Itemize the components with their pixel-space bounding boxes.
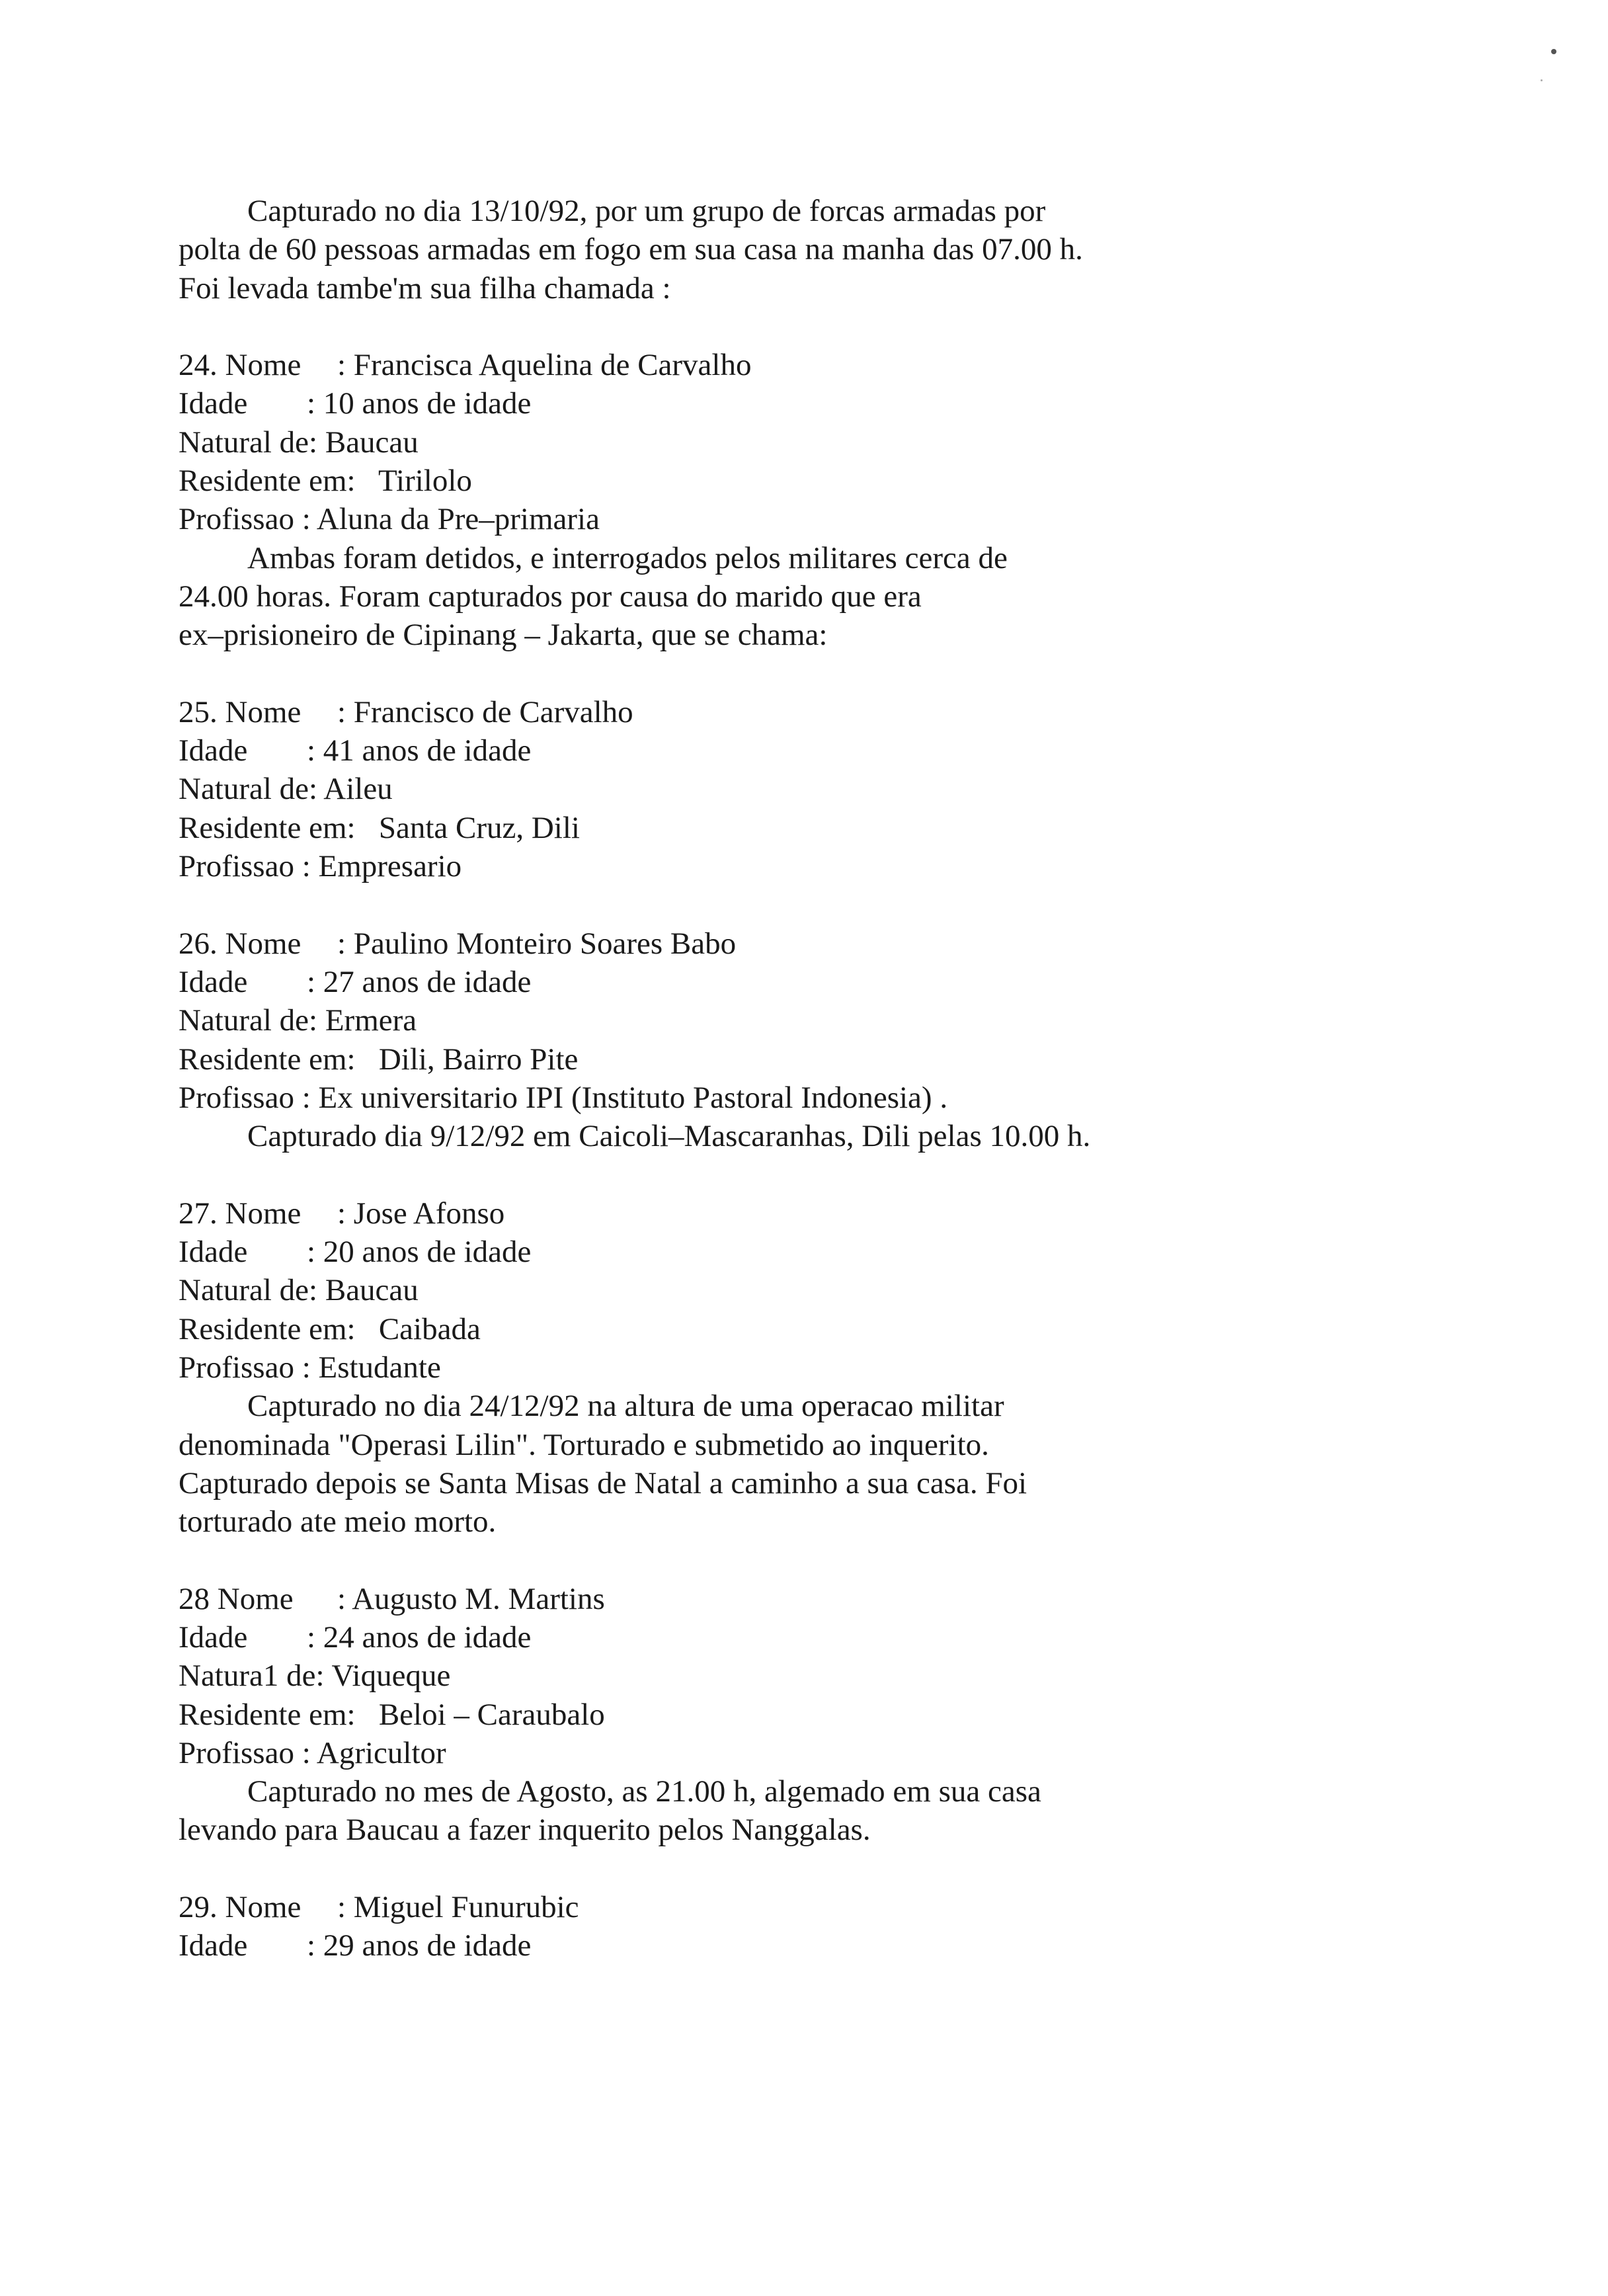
note-line: torturado ate meio morto. — [179, 1504, 497, 1539]
idade-line — [179, 731, 1488, 770]
idade-value: : 20 anos de idade — [307, 1235, 532, 1270]
idade-label: Idade — [179, 1928, 248, 1963]
natural-line: Natural de: Aileu — [179, 772, 393, 807]
residente-line: Residente em: Beloi – Caraubalo — [179, 1697, 605, 1732]
nome-line — [179, 1888, 1488, 1926]
intro-line: Capturado no dia 13/10/92, por um grupo de forcas armadas por — [247, 194, 1046, 228]
paragraph-gap — [179, 885, 1488, 924]
natural-line: Natural de: Ermera — [179, 1003, 417, 1038]
note-line: Capturado no mes de Agosto, as 21.00 h, algemado em sua casa — [247, 1774, 1041, 1809]
idade-value: : 24 anos de idade — [307, 1620, 532, 1655]
note-line: levando para Baucau a fazer inquerito pelos Nanggalas. — [179, 1813, 871, 1848]
nome-value: : Paulino Monteiro Soares Babo — [337, 926, 737, 961]
natural-line: Natural de: Baucau — [179, 425, 419, 460]
paragraph-gap — [179, 1155, 1488, 1194]
idade-label: Idade — [179, 733, 248, 768]
person-entry-28 — [179, 1580, 1488, 1850]
idade-line — [179, 1233, 1488, 1271]
nome-value: : Miguel Funurubic — [337, 1890, 579, 1925]
person-entry-26 — [179, 924, 1488, 1156]
nome-label: 24. Nome — [179, 348, 302, 383]
residente-line: Residente em: Tirilolo — [179, 464, 472, 499]
nome-line — [179, 924, 1488, 963]
intro-line: Foi levada tambe'm sua filha chamada : — [179, 270, 671, 306]
residente-line: Residente em: Caibada — [179, 1311, 481, 1346]
note-line: 24.00 horas. Foram capturados por causa do marido que era — [179, 579, 922, 614]
idade-line — [179, 1618, 1488, 1657]
nome-value: : Francisca Aquelina de Carvalho — [337, 348, 752, 383]
idade-value: : 29 anos de idade — [307, 1928, 532, 1963]
note-line: Capturado no dia 24/12/92 na altura de uma operacao militar — [247, 1389, 1004, 1424]
person-entry-24 — [179, 346, 1488, 654]
idade-label: Idade — [179, 386, 248, 421]
paragraph-gap — [179, 308, 1488, 346]
idade-label: Idade — [179, 1235, 248, 1270]
nome-value: : Augusto M. Martins — [337, 1581, 605, 1616]
document-page — [179, 192, 1488, 1965]
residente-line: Residente em: Santa Cruz, Dili — [179, 810, 580, 845]
intro-paragraph — [179, 192, 1488, 308]
intro-line: polta de 60 pessoas armadas em fogo em sua casa na manha das 07.00 h. — [179, 232, 1083, 267]
nome-label: 25. Nome — [179, 694, 302, 729]
nome-label: 28 Nome — [179, 1581, 294, 1616]
note-line: denominada "Operasi Lilin". Torturado e submetido ao inquerito. — [179, 1427, 989, 1462]
profissao-line: Profissao : Agricultor — [179, 1735, 446, 1770]
nome-label: 29. Nome — [179, 1890, 302, 1925]
paragraph-gap — [179, 655, 1488, 693]
nome-label: 27. Nome — [179, 1196, 302, 1231]
note-line: Capturado dia 9/12/92 em Caicoli–Mascaranhas, Dili pelas 10.00 h. — [247, 1119, 1091, 1154]
person-entry-27 — [179, 1194, 1488, 1541]
scan-speck-top-right-small — [1541, 79, 1543, 81]
nome-line — [179, 346, 1488, 384]
nome-value: : Francisco de Carvalho — [337, 694, 633, 729]
profissao-line: Profissao : Ex universitario IPI (Instituto Pastoral Indonesia) . — [179, 1080, 948, 1115]
idade-value: : 10 anos de idade — [307, 386, 532, 421]
nome-value: : Jose Afonso — [337, 1196, 505, 1231]
idade-label: Idade — [179, 964, 248, 999]
nome-label: 26. Nome — [179, 926, 302, 961]
profissao-line: Profissao : Estudante — [179, 1350, 441, 1385]
person-entry-29 — [179, 1888, 1488, 1965]
idade-label: Idade — [179, 1620, 248, 1655]
idade-line — [179, 384, 1488, 423]
nome-line — [179, 693, 1488, 731]
note-line: Ambas foram detidos, e interrogados pelos militares cerca de — [247, 540, 1008, 575]
idade-line — [179, 1926, 1488, 1965]
natural-line: Natural de: Baucau — [179, 1273, 419, 1308]
paragraph-gap — [179, 1850, 1488, 1888]
person-entry-25 — [179, 693, 1488, 885]
idade-value: : 27 anos de idade — [307, 964, 532, 999]
paragraph-gap — [179, 1541, 1488, 1579]
scan-speck-top-right — [1551, 49, 1556, 54]
idade-line — [179, 963, 1488, 1001]
nome-line — [179, 1194, 1488, 1233]
profissao-line: Profissao : Empresario — [179, 849, 462, 884]
natural-line: Natura1 de: Viqueque — [179, 1659, 451, 1694]
profissao-line: Profissao : Aluna da Pre–primaria — [179, 502, 600, 537]
residente-line: Residente em: Dili, Bairro Pite — [179, 1042, 579, 1077]
note-line: Capturado depois se Santa Misas de Natal a caminho a sua casa. Foi — [179, 1465, 1027, 1500]
nome-line — [179, 1580, 1488, 1618]
idade-value: : 41 anos de idade — [307, 733, 532, 768]
note-line: ex–prisioneiro de Cipinang – Jakarta, que se chama: — [179, 618, 828, 653]
